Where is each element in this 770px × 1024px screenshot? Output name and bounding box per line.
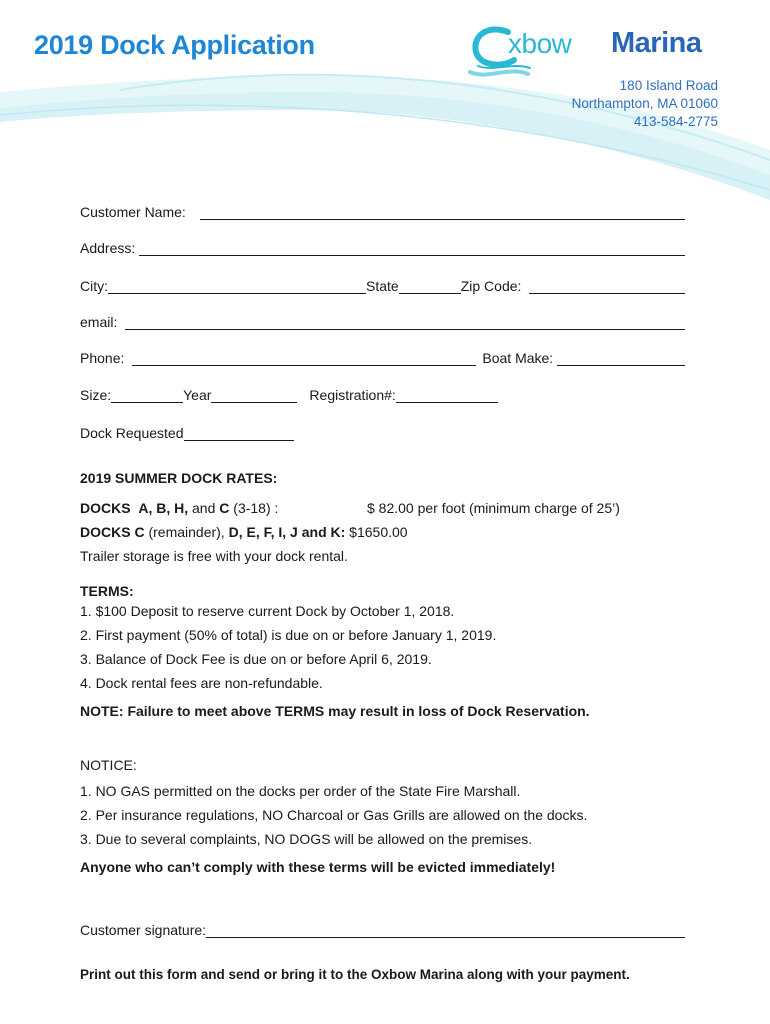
dock-requested-row [80,421,685,441]
trailer-note: Trailer storage is free with your dock rental. [80,548,348,564]
notice-list [80,779,700,851]
rate-row-1 [80,496,700,520]
year-field[interactable] [211,386,297,403]
state-label: State [366,278,399,294]
city-label: City: [80,278,108,294]
terms-heading: TERMS: [80,583,134,599]
marina-address [572,77,718,131]
boat-make-label: Boat Make: [482,350,554,366]
size-field[interactable] [111,386,183,403]
email-row [80,310,685,330]
oxbow-marina-logo [468,22,728,82]
zip-label: Zip Code: [460,278,522,294]
rate-row-1-price: $ 82.00 per foot (minimum charge of 25’) [367,500,620,516]
registration-label: Registration#: [309,387,396,403]
terms-list [80,599,700,695]
dock-rates-heading: 2019 SUMMER DOCK RATES: [80,470,278,486]
notice-item: 1. NO GAS permitted on the docks per order of the State Fire Marshall. [80,783,521,799]
rate-row-2-price: $1650.00 [349,524,408,540]
notice-item: 3. Due to several complaints, NO DOGS will be allowed on the premises. [80,831,533,847]
size-row [80,383,685,403]
phone-field[interactable] [132,349,476,366]
phone-row [80,346,685,366]
terms-item: 1. $100 Deposit to reserve current Dock by October 1, 2018. [80,603,455,619]
year-label: Year [183,387,212,403]
signature-field[interactable] [206,921,685,938]
footer-instruction: Print out this form and send or bring it to the Oxbow Marina along with your payment. [80,967,630,982]
notice-item: 2. Per insurance regulations, NO Charcoal or Gas Grills are allowed on the docks. [80,807,588,823]
registration-field[interactable] [396,386,498,403]
city-row [80,274,685,294]
terms-section [80,583,700,719]
signature-label: Customer signature: [80,922,207,938]
terms-item: 4. Dock rental fees are non-refundable. [80,675,323,691]
email-label: email: [80,314,118,330]
terms-note: NOTE: Failure to meet above TERMS may result in loss of Dock Reservation. [80,703,590,719]
terms-item: 3. Balance of Dock Fee is due on or before April 6, 2019. [80,651,432,667]
size-label: Size: [80,387,112,403]
notice-section [80,757,700,875]
terms-item: 2. First payment (50% of total) is due on or before January 1, 2019. [80,627,497,643]
customer-name-row [80,200,685,220]
rate-row-1-docks: DOCKS A, B, H, and C (3-18) : [80,500,279,516]
address-field[interactable] [139,239,685,256]
state-field[interactable] [399,277,461,294]
logo-text-marina: Marina [611,27,702,59]
dock-requested-field[interactable] [184,424,294,441]
customer-name-field[interactable] [200,203,685,220]
address-row [80,236,685,256]
address-label: Address: [80,240,136,256]
customer-name-label: Customer Name: [80,204,186,220]
page-title: 2019 Dock Application [34,30,315,60]
email-field[interactable] [125,313,685,330]
address-city: Northampton, MA 01060 [571,96,718,111]
city-field[interactable] [108,277,366,294]
phone-label: Phone: [80,350,125,366]
logo-text-xbow: xbow [508,28,572,59]
dock-rates-section [80,470,700,568]
zip-field[interactable] [529,277,685,294]
address-street: 180 Island Road [619,78,718,93]
eviction-warning: Anyone who can’t comply with these terms will be evicted immediately! [80,859,556,875]
dock-requested-label: Dock Requested [80,425,184,441]
notice-heading: NOTICE: [80,757,137,773]
boat-make-field[interactable] [557,349,685,366]
rate-row-2: DOCKS C (remainder), D, E, F, I, J and K: $1650.00 [80,520,700,544]
signature-row [80,918,685,938]
address-phone: 413-584-2775 [633,114,718,129]
